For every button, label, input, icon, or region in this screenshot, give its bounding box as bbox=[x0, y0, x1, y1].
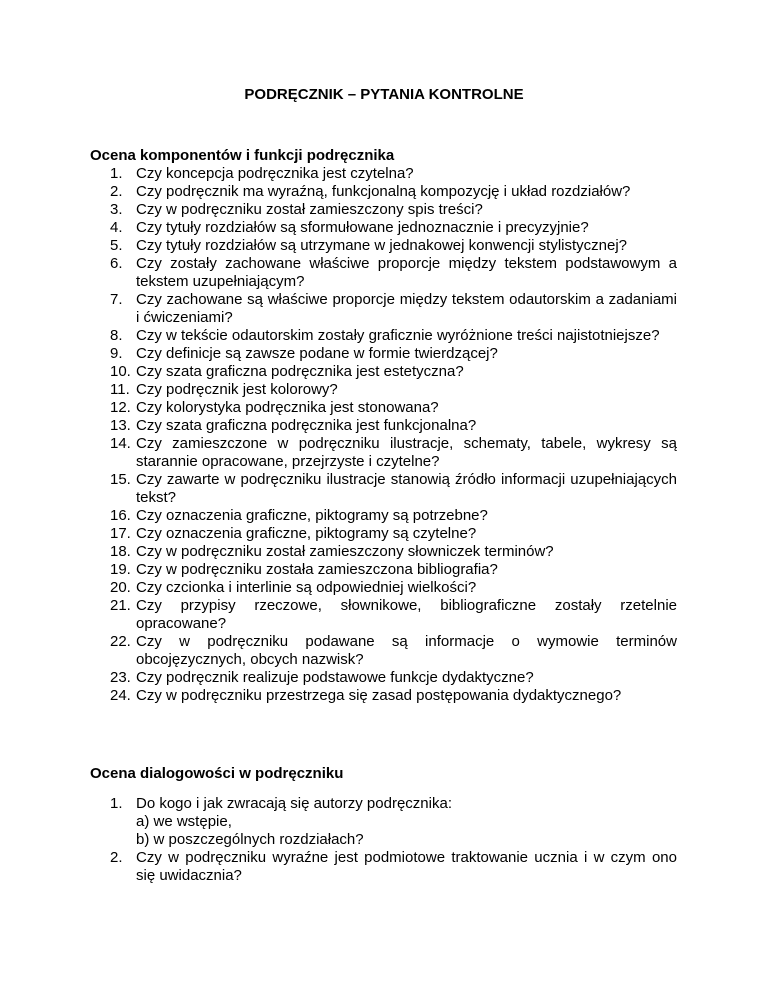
question-number: 13. bbox=[110, 417, 131, 434]
question-text: Czy kolorystyka podręcznika jest stonowana? bbox=[136, 399, 439, 416]
question-item bbox=[0, 687, 677, 705]
questions-list-components bbox=[0, 165, 677, 705]
questions-list-dialogue bbox=[0, 795, 677, 885]
question-item bbox=[0, 471, 677, 507]
question-item bbox=[0, 237, 677, 255]
question-text: Czy w tekście odautorskim zostały graficznie wyróżnione treści najistotniejsze? bbox=[136, 327, 660, 344]
question-item bbox=[0, 579, 677, 597]
question-text: Czy szata graficzna podręcznika jest funkcjonalna? bbox=[136, 417, 477, 434]
question-number: 1. bbox=[110, 795, 123, 812]
question-text: Czy tytuły rozdziałów są sformułowane jednoznacznie i precyzyjnie? bbox=[136, 219, 589, 236]
question-number: 22. bbox=[110, 633, 131, 650]
question-item bbox=[0, 543, 677, 561]
question-item bbox=[0, 255, 677, 291]
question-text: Czy podręcznik ma wyraźną, funkcjonalną kompozycję i układ rozdziałów? bbox=[136, 183, 631, 200]
question-number: 12. bbox=[110, 399, 131, 416]
question-item bbox=[0, 561, 677, 579]
question-number: 19. bbox=[110, 561, 131, 578]
question-item bbox=[0, 201, 677, 219]
question-number: 7. bbox=[110, 291, 123, 308]
question-item bbox=[0, 165, 677, 183]
question-number: 1. bbox=[110, 165, 123, 182]
question-item bbox=[0, 219, 677, 237]
question-number: 20. bbox=[110, 579, 131, 596]
section-heading-components: Ocena komponentów i funkcji podręcznika bbox=[90, 147, 395, 164]
question-text: Czy definicje są zawsze podane w formie twierdzącej? bbox=[136, 345, 498, 362]
question-item bbox=[0, 507, 677, 525]
question-text: Czy w podręczniku przestrzega się zasad postępowania dydaktycznego? bbox=[136, 687, 622, 704]
question-text: Czy przypisy rzeczowe, słownikowe, bibliograficzne zostały rzetelnie opracowane? bbox=[136, 597, 677, 632]
question-item bbox=[0, 381, 677, 399]
question-number: 18. bbox=[110, 543, 131, 560]
question-item bbox=[0, 363, 677, 381]
question-number: 2. bbox=[110, 183, 123, 200]
question-subitem: b) w poszczególnych rozdziałach? bbox=[136, 831, 364, 848]
question-number: 3. bbox=[110, 201, 123, 218]
question-number: 11. bbox=[110, 381, 130, 398]
question-number: 21. bbox=[110, 597, 131, 614]
question-text: Czy tytuły rozdziałów są utrzymane w jednakowej konwencji stylistycznej? bbox=[136, 237, 628, 254]
question-number: 14. bbox=[110, 435, 131, 452]
question-number: 2. bbox=[110, 849, 123, 866]
question-number: 9. bbox=[110, 345, 123, 362]
question-text: Czy zachowane są właściwe proporcje między tekstem odautorskim a zadaniami i ćwiczeniami? bbox=[136, 291, 677, 326]
section-heading-dialogue: Ocena dialogowości w podręczniku bbox=[90, 765, 344, 782]
question-subitem: a) we wstępie, bbox=[136, 813, 232, 830]
question-text: Czy szata graficzna podręcznika jest estetyczna? bbox=[136, 363, 464, 380]
question-text: Czy zawarte w podręczniku ilustracje stanowią źródło informacji uzupełniających tekst? bbox=[136, 471, 677, 506]
question-item bbox=[0, 669, 677, 687]
question-item bbox=[0, 399, 677, 417]
question-item bbox=[0, 435, 677, 471]
question-number: 6. bbox=[110, 255, 123, 272]
question-item bbox=[0, 417, 677, 435]
question-text: Czy zostały zachowane właściwe proporcje między tekstem podstawowym a tekstem uzupełniającym? bbox=[136, 255, 677, 290]
question-text: Czy zamieszczone w podręczniku ilustracje, schematy, tabele, wykresy są starannie opracowane, przejrzyste i czytelne? bbox=[136, 435, 677, 470]
question-number: 17. bbox=[110, 525, 131, 542]
question-text: Czy podręcznik realizuje podstawowe funkcje dydaktyczne? bbox=[136, 669, 534, 686]
question-item bbox=[0, 291, 677, 327]
document-title: PODRĘCZNIK – PYTANIA KONTROLNE bbox=[244, 86, 524, 103]
question-text: Czy czcionka i interlinie są odpowiedniej wielkości? bbox=[136, 579, 477, 596]
question-item bbox=[0, 849, 677, 885]
question-text: Czy oznaczenia graficzne, piktogramy są potrzebne? bbox=[136, 507, 488, 524]
question-number: 24. bbox=[110, 687, 131, 704]
question-number: 8. bbox=[110, 327, 123, 344]
question-number: 5. bbox=[110, 237, 123, 254]
question-text: Czy podręcznik jest kolorowy? bbox=[136, 381, 338, 398]
question-number: 16. bbox=[110, 507, 131, 524]
question-text: Czy w podręczniku wyraźne jest podmiotowe traktowanie ucznia i w czym ono się uwidacznia? bbox=[136, 849, 677, 884]
question-text: Czy w podręczniku został zamieszczony spis treści? bbox=[136, 201, 483, 218]
question-item bbox=[0, 633, 677, 669]
question-item bbox=[0, 183, 677, 201]
question-number: 10. bbox=[110, 363, 131, 380]
question-text: Do kogo i jak zwracają się autorzy podręcznika: bbox=[136, 795, 452, 812]
question-item bbox=[0, 327, 677, 345]
question-item bbox=[0, 525, 677, 543]
question-text: Czy w podręczniku została zamieszczona bibliografia? bbox=[136, 561, 498, 578]
question-item bbox=[0, 795, 677, 849]
question-text: Czy w podręczniku został zamieszczony słowniczek terminów? bbox=[136, 543, 554, 560]
question-text: Czy w podręczniku podawane są informacje o wymowie terminów obcojęzycznych, obcych nazwisk? bbox=[136, 633, 677, 668]
question-text: Czy koncepcja podręcznika jest czytelna? bbox=[136, 165, 414, 182]
question-item bbox=[0, 345, 677, 363]
question-number: 4. bbox=[110, 219, 123, 236]
question-number: 15. bbox=[110, 471, 131, 488]
question-text: Czy oznaczenia graficzne, piktogramy są czytelne? bbox=[136, 525, 477, 542]
question-number: 23. bbox=[110, 669, 131, 686]
question-item bbox=[0, 597, 677, 633]
